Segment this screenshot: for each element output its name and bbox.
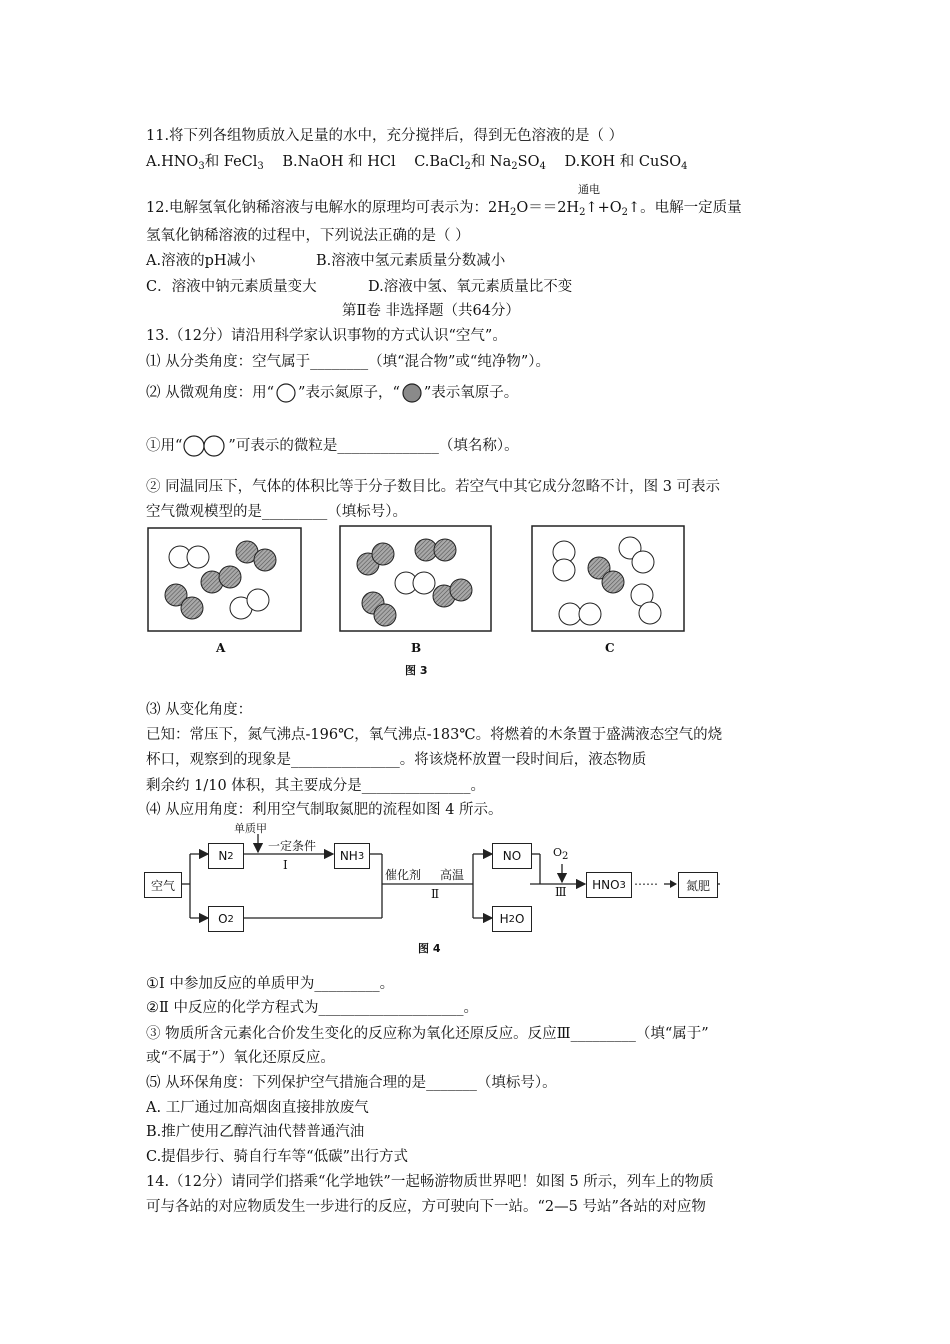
reaction-2-label: Ⅱ xyxy=(431,887,440,901)
nitrogen-molecule-icon xyxy=(182,434,228,458)
fig3-title: 图 3 xyxy=(405,664,428,677)
q12-option-c: C．溶液中钠元素质量变大 xyxy=(146,279,317,295)
q14-line2: 可与各站的对应物质发生一步进行的反应，方可驶向下一站。“2—5 号站”各站的对应物 xyxy=(146,1199,706,1215)
model-b xyxy=(340,526,491,631)
q13-part3-c: 剩余约 1/10 体积，其主要成分是_______________。 xyxy=(146,778,486,794)
q13-part4-1: ①Ⅰ 中参加反应的单质甲为_________。 xyxy=(146,976,395,992)
q13-part3-a: 已知：常压下，氮气沸点-196℃，氧气沸点-183℃。将燃着的木条置于盛满液态空气的烧 xyxy=(146,727,723,743)
q12-stem-line2: 氢氧化钠稀溶液的过程中，下列说法正确的是（ ） xyxy=(146,228,470,244)
q11-options xyxy=(146,152,688,177)
q12-option-b: B.溶液中氢元素质量分数减小 xyxy=(316,253,506,269)
fertilizer-box: 氮肥 xyxy=(678,872,718,898)
fig3-label-c: C xyxy=(605,641,615,655)
fig3-label-b: B xyxy=(411,641,422,655)
model-c xyxy=(532,526,684,631)
q13-part5: ⑸ 从环保角度：下列保护空气措施合理的是_______（填标号）。 xyxy=(146,1075,557,1091)
reaction-1-label: Ⅰ xyxy=(283,858,288,872)
q12-electrolysis-label: 通电 xyxy=(578,183,600,196)
q12-options-ab xyxy=(146,251,506,271)
hno3-box: HNO 3 xyxy=(586,872,632,898)
h2o-box: H 2 O xyxy=(492,906,532,932)
q13-part2-2b: 空气微观模型的是_________（填标号）。 xyxy=(146,504,407,520)
element-a-label: 单质甲 xyxy=(234,822,267,835)
q13-part5-a: A. 工厂通过加高烟囱直接排放废气 xyxy=(146,1100,369,1116)
q13-part2-2a: ② 同温同压下，气体的体积比等于分子数目比。若空气中其它成分忽略不计，图 3 可表示 xyxy=(146,479,721,495)
q12-stem: 12.电解氢氧化钠稀溶液与电解水的原理均可表示为：$2H_2O==2H_2↑+O_2↑$。电解一定质量 xyxy=(146,200,742,218)
condition-label: 一定条件 xyxy=(268,839,317,853)
q13-part3: ⑶ 从变化角度： xyxy=(146,702,253,718)
q13-part5-b: B.推广使用乙醇汽油代替普通汽油 xyxy=(146,1124,365,1140)
q12-option-a: A.溶液的pH减小 xyxy=(146,253,256,269)
figure-3 xyxy=(140,520,700,680)
o2-input-label: $O_2$ xyxy=(553,846,569,862)
model-a xyxy=(148,528,301,631)
q13-part2-1: ①用“ ”可表示的微粒是______________（填名称）。 xyxy=(146,434,519,458)
nh3-box: NH 3 xyxy=(334,843,370,869)
q13-part4-2: ②Ⅱ 中反应的化学方程式为____________________。 xyxy=(146,1000,478,1016)
q13-part3-b: 杯口，观察到的现象是_______________。将该烧杯放置一段时间后，液态物质 xyxy=(146,752,647,768)
o2-box: O 2 xyxy=(208,906,244,932)
high-temp-label: 高温 xyxy=(440,868,465,882)
n2-box: N 2 xyxy=(208,843,244,869)
q11-stem: 11.将下列各组物质放入足量的水中，充分搅拌后，得到无色溶液的是（ ） xyxy=(146,128,624,144)
no-box: NO xyxy=(492,843,532,869)
oxygen-atom-icon xyxy=(400,382,424,404)
q12-option-d: D.溶液中氢、氧元素质量比不变 xyxy=(368,279,573,295)
q13-part4-3b: 或“不属于”）氧化还原反应。 xyxy=(146,1050,335,1066)
fig4-title: 图 4 xyxy=(418,942,441,955)
q13-part4: ⑷ 从应用角度：利用空气制取氮肥的流程如图 4 所示。 xyxy=(146,802,503,818)
q11-option-b: B.NaOH 和 HCl xyxy=(282,154,396,170)
q13-stem: 13.（12分）请沿用科学家认识事物的方式认识“空气”。 xyxy=(146,328,507,344)
catalyst-label: 催化剂 xyxy=(385,868,422,882)
continuation-dots: …… xyxy=(634,874,658,888)
q11-option-d: D.KOH 和 CuSO$_4$ xyxy=(564,154,688,172)
fig3-label-a: A xyxy=(216,641,226,655)
arrow-to-fertilizer-icon xyxy=(664,879,678,889)
q13-part1: ⑴ 从分类角度：空气属于________（填“混合物”或“纯净物”）。 xyxy=(146,354,551,370)
q12-options-cd xyxy=(146,277,573,297)
part2-title: 第Ⅱ卷 非选择题（共64分） xyxy=(342,303,520,319)
air-box: 空气 xyxy=(144,872,182,898)
q13-part2: ⑵ 从微观角度：用“ ”表示氮原子，“ ”表示氧原子。 xyxy=(146,382,518,404)
q13-part5-c: C.提倡步行、骑自行车等“低碳”出行方式 xyxy=(146,1149,409,1165)
q13-part4-3a: ③ 物质所含元素化合价发生变化的反应称为氧化还原反应。反应Ⅲ_________（填“属于” xyxy=(146,1026,709,1042)
reaction-3-label: Ⅲ xyxy=(555,885,567,899)
figure-4-lines xyxy=(140,820,740,960)
q14-line1: 14.（12分）请同学们搭乘“化学地铁”一起畅游物质世界吧！如图 5 所示，列车上的物质 xyxy=(146,1174,714,1190)
nitrogen-atom-icon xyxy=(274,382,298,404)
q11-option-c: C.BaCl$_2$和 $Na_2SO_4$ xyxy=(414,154,546,172)
q11-option-a: $A.HNO_3$和 FeCl$_3$ xyxy=(146,154,264,172)
